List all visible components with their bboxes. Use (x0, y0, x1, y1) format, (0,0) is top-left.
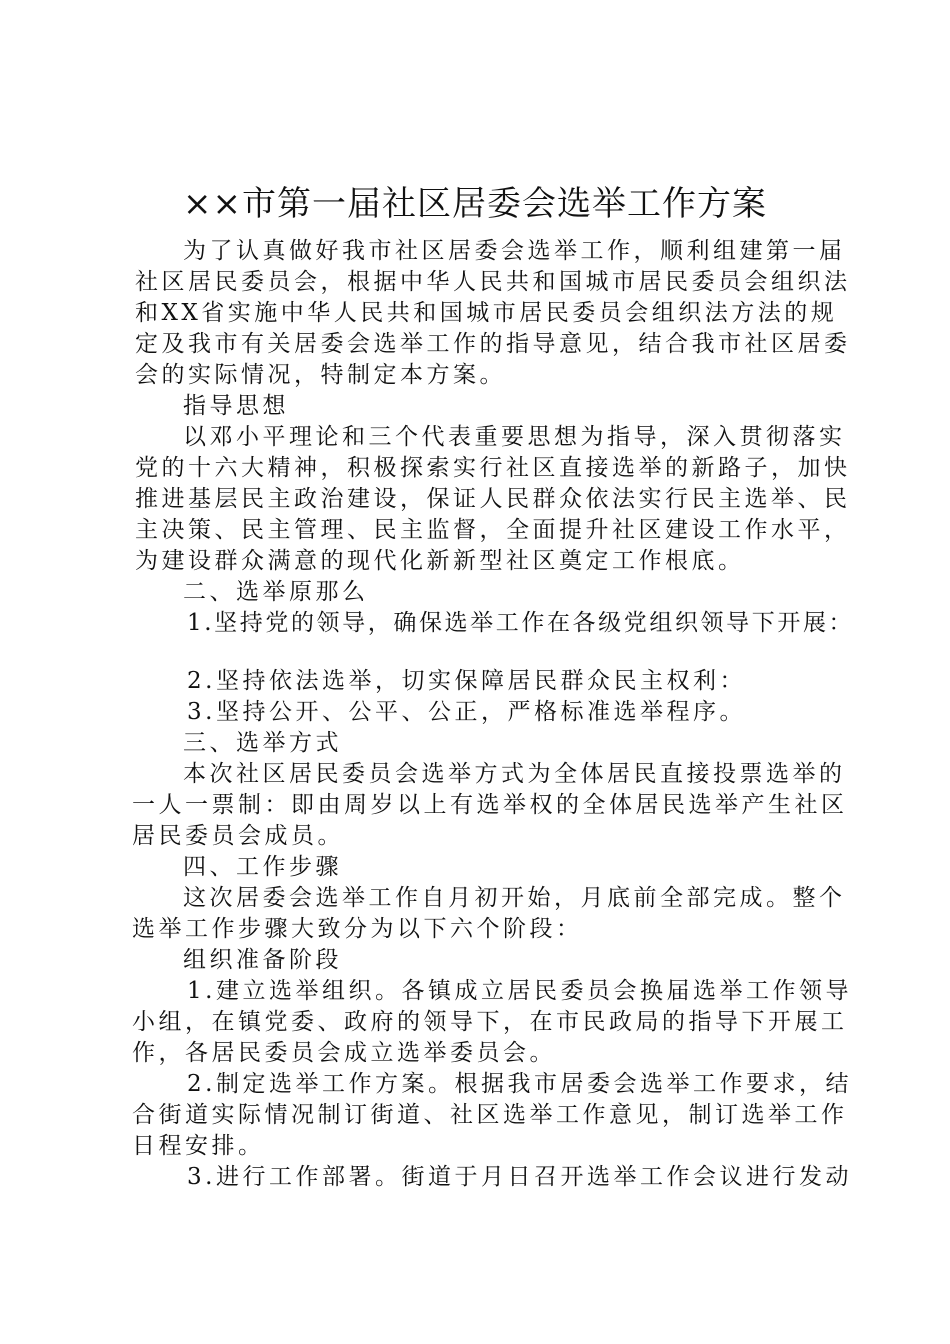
list-item: 3.坚持公开、公平、公正，严格标准选举程序。 (187, 699, 746, 725)
paragraph-line: 居民委员会成员。 (132, 823, 344, 849)
paragraph-line: 本次社区居民委员会选举方式为全体居民直接投票选举的 (183, 761, 846, 787)
paragraph-line: 主决策、民主管理、民主监督，全面提升社区建设工作水平， (135, 517, 851, 543)
paragraph-line: 以邓小平理论和三个代表重要思想为指导，深入贯彻落实 (183, 424, 846, 450)
paragraph-line: 和XX省实施中华人民共和国城市居民委员会组织法方法的规 (135, 300, 838, 326)
paragraph-line: 党的十六大精神，积极探索实行社区直接选举的新路子，加快 (135, 455, 851, 481)
document-title: ××市第一届社区居委会选举工作方案 (183, 184, 767, 224)
section-heading: 四、工作步骤 (183, 854, 342, 880)
paragraph-line: 合街道实际情况制订街道、社区选举工作意见，制订选举工作 (132, 1102, 848, 1128)
paragraph-line: 社区居民委员会，根据中华人民共和国城市居民委员会组织法 (135, 269, 851, 295)
paragraph-line: 为建设群众满意的现代化新新型社区奠定工作根底。 (135, 548, 745, 574)
list-item: 2.坚持依法选举，切实保障居民群众民主权利： (187, 668, 746, 694)
paragraph-line: 会的实际情况，特制定本方案。 (135, 362, 506, 388)
section-heading: 组织准备阶段 (183, 947, 342, 973)
paragraph-line: 这次居委会选举工作自月初开始，月底前全部完成。整个 (183, 885, 846, 911)
section-heading: 指导思想 (183, 393, 289, 419)
paragraph-line: 作，各居民委员会成立选举委员会。 (132, 1040, 556, 1066)
section-heading: 二、选举原那么 (183, 579, 369, 605)
section-heading: 三、选举方式 (183, 730, 342, 756)
paragraph-line: 日程安排。 (132, 1133, 265, 1159)
paragraph-line: 推进基层民主政治建设，保证人民群众依法实行民主选举、民 (135, 486, 851, 512)
paragraph-line: 小组，在镇党委、政府的领导下，在市民政局的指导下开展工 (132, 1009, 848, 1035)
paragraph-line: 选举工作步骤大致分为以下六个阶段： (132, 916, 583, 942)
list-item: 1.坚持党的领导，确保选举工作在各级党组织领导下开展： (187, 610, 855, 636)
list-item: 2.制定选举工作方案。根据我市居委会选举工作要求，结 (187, 1071, 852, 1097)
list-item: 1.建立选举组织。各镇成立居民委员会换届选举工作领导 (187, 978, 852, 1004)
paragraph-line: 一人一票制：即由周岁以上有选举权的全体居民选举产生社区 (132, 792, 848, 818)
paragraph-line: 定及我市有关居委会选举工作的指导意见，结合我市社区居委 (135, 331, 851, 357)
list-item: 3.进行工作部署。街道于月日召开选举工作会议进行发动 (187, 1164, 852, 1190)
paragraph-line: 为了认真做好我市社区居委会选举工作，顺利组建第一届 (183, 238, 846, 264)
